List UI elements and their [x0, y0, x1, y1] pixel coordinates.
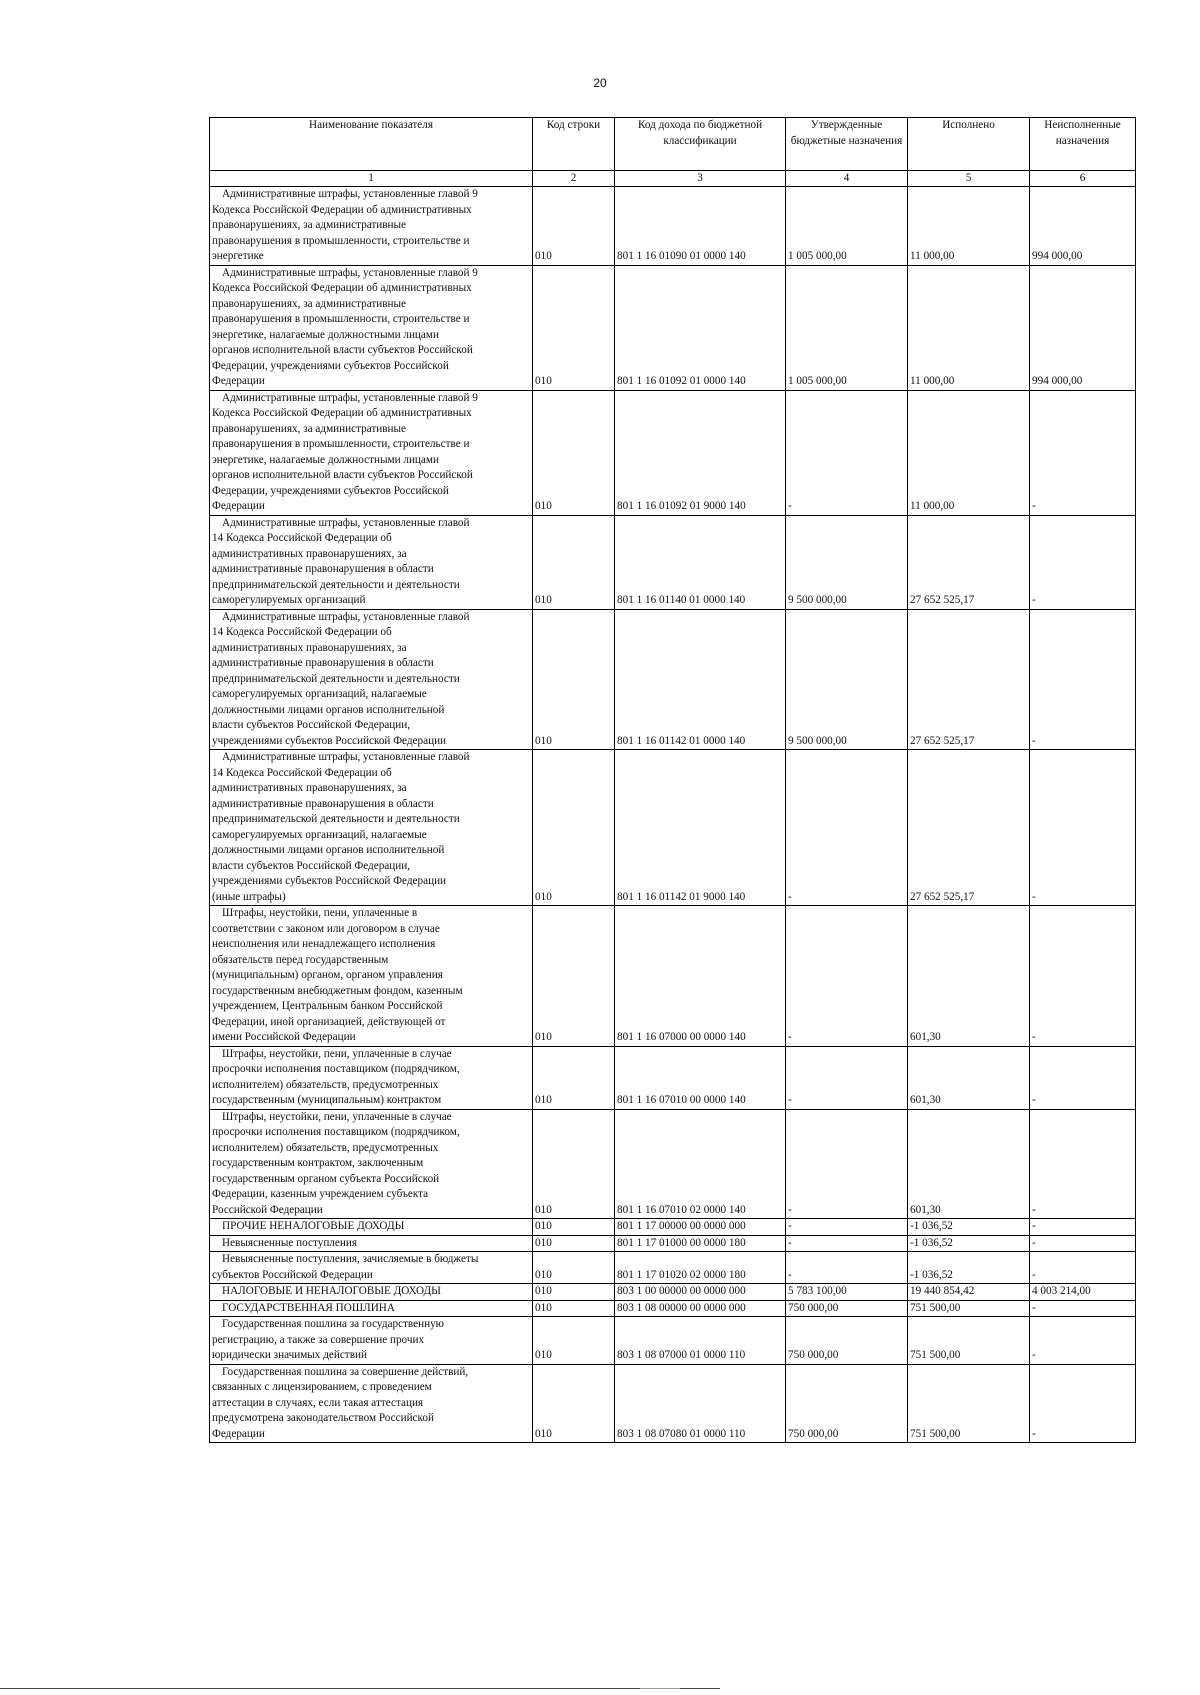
- row-name-cell: Государственная пошлина за совершение действий, связанных с лицензированием, с проведением аттестации в случаях, если такая аттестация предусмотрена законодательством Российской Федерации: [210, 1364, 533, 1443]
- budget-execution-table: [209, 117, 1136, 1443]
- column-number: 4: [786, 171, 908, 187]
- unexecuted-cell: -: [1030, 515, 1136, 609]
- approved-cell: -: [786, 750, 908, 906]
- row-name-cell: Штрафы, неустойки, пени, уплаченные в случае просрочки исполнения поставщиком (подрядчиком, исполнителем) обязательств, предусмотренных государственным контрактом, заключенным государственным органом субъекта Российской Федерации, казенным учреждением субъекта Российской Федерации: [210, 1109, 533, 1219]
- table-row: [210, 1364, 1136, 1443]
- unexecuted-cell: -: [1030, 1364, 1136, 1443]
- table-row: [210, 609, 1136, 750]
- table-body: [210, 187, 1136, 1443]
- executed-cell: 601,30: [908, 906, 1030, 1047]
- unexecuted-cell: 994 000,00: [1030, 187, 1136, 266]
- table-header: [210, 118, 1136, 187]
- column-number: 1: [210, 171, 533, 187]
- table-row: [210, 1300, 1136, 1317]
- table-row: [210, 1046, 1136, 1109]
- approved-cell: -: [786, 390, 908, 515]
- executed-cell: 27 652 525,17: [908, 750, 1030, 906]
- approved-cell: -: [786, 1219, 908, 1236]
- income-code-cell: 801 1 16 07010 00 0000 140: [615, 1046, 786, 1109]
- row-code-cell: 010: [533, 515, 615, 609]
- unexecuted-cell: -: [1030, 1300, 1136, 1317]
- income-code-cell: 803 1 08 07000 01 0000 110: [615, 1317, 786, 1365]
- approved-cell: 1 005 000,00: [786, 265, 908, 390]
- header-name: Наименование показателя: [210, 118, 533, 171]
- executed-cell: 19 440 854,42: [908, 1284, 1030, 1301]
- row-name-cell: Административные штрафы, установленные главой 9 Кодекса Российской Федерации об административных правонарушениях, за административные правонарушения в промышленности, строительстве и энергетике, налагаемые должностными лицами органов исполнительной власти субъектов Российской Федерации, учреждениями субъектов Российской Федерации: [210, 265, 533, 390]
- executed-cell: 751 500,00: [908, 1364, 1030, 1443]
- income-code-cell: 803 1 08 07080 01 0000 110: [615, 1364, 786, 1443]
- column-number: 3: [615, 171, 786, 187]
- unexecuted-cell: -: [1030, 1235, 1136, 1252]
- income-code-cell: 801 1 16 01090 01 0000 140: [615, 187, 786, 266]
- row-name-cell: Государственная пошлина за государственную регистрацию, а также за совершение прочих юридически значимых действий: [210, 1317, 533, 1365]
- executed-cell: 751 500,00: [908, 1317, 1030, 1365]
- column-number: 6: [1030, 171, 1136, 187]
- income-code-cell: 801 1 16 07010 02 0000 140: [615, 1109, 786, 1219]
- table-row: [210, 1284, 1136, 1301]
- approved-cell: -: [786, 1046, 908, 1109]
- executed-cell: -1 036,52: [908, 1219, 1030, 1236]
- row-code-cell: 010: [533, 1284, 615, 1301]
- unexecuted-cell: -: [1030, 1046, 1136, 1109]
- row-code-cell: 010: [533, 187, 615, 266]
- unexecuted-cell: -: [1030, 390, 1136, 515]
- table-row: [210, 1219, 1136, 1236]
- row-code-cell: 010: [533, 1219, 615, 1236]
- table-row: [210, 1109, 1136, 1219]
- executed-cell: 27 652 525,17: [908, 515, 1030, 609]
- row-name-cell: Административные штрафы, установленные главой 9 Кодекса Российской Федерации об административных правонарушениях, за административные правонарушения в промышленности, строительстве и энергетике, налагаемые должностными лицами органов исполнительной власти субъектов Российской Федерации, учреждениями субъектов Российской Федерации: [210, 390, 533, 515]
- header-executed: Исполнено: [908, 118, 1030, 171]
- approved-cell: -: [786, 1235, 908, 1252]
- approved-cell: 9 500 000,00: [786, 609, 908, 750]
- header-row-code: Код строки: [533, 118, 615, 171]
- row-code-cell: 010: [533, 1109, 615, 1219]
- column-number: 2: [533, 171, 615, 187]
- approved-cell: 5 783 100,00: [786, 1284, 908, 1301]
- unexecuted-cell: -: [1030, 1252, 1136, 1284]
- unexecuted-cell: -: [1030, 1317, 1136, 1365]
- income-code-cell: 801 1 16 01142 01 0000 140: [615, 609, 786, 750]
- row-code-cell: 010: [533, 609, 615, 750]
- income-code-cell: 801 1 16 01142 01 9000 140: [615, 750, 786, 906]
- row-code-cell: 010: [533, 1317, 615, 1365]
- row-name-cell: Административные штрафы, установленные главой 14 Кодекса Российской Федерации об административных правонарушениях, за административные правонарушения в области предпринимательской деятельности и деятельности саморегулируемых организаций, налагаемые должностными лицами органов исполнительной власти субъектов Российской Федерации, учреждениями субъектов Российской Федерации: [210, 609, 533, 750]
- income-code-cell: 801 1 16 01092 01 0000 140: [615, 265, 786, 390]
- table-row: [210, 1317, 1136, 1365]
- row-name-cell: Штрафы, неустойки, пени, уплаченные в случае просрочки исполнения поставщиком (подрядчиком, исполнителем) обязательств, предусмотренных государственным (муниципальным) контрактом: [210, 1046, 533, 1109]
- bottom-divider: [0, 1688, 720, 1689]
- row-code-cell: 010: [533, 906, 615, 1047]
- executed-cell: 11 000,00: [908, 390, 1030, 515]
- income-code-cell: 801 1 17 01020 02 0000 180: [615, 1252, 786, 1284]
- row-name-cell: ПРОЧИЕ НЕНАЛОГОВЫЕ ДОХОДЫ: [210, 1219, 533, 1236]
- approved-cell: 750 000,00: [786, 1317, 908, 1365]
- row-name-cell: Административные штрафы, установленные главой 9 Кодекса Российской Федерации об административных правонарушениях, за административные правонарушения в промышленности, строительстве и энергетике: [210, 187, 533, 266]
- income-code-cell: 801 1 16 07000 00 0000 140: [615, 906, 786, 1047]
- row-code-cell: 010: [533, 1046, 615, 1109]
- table-row: [210, 515, 1136, 609]
- executed-cell: 27 652 525,17: [908, 609, 1030, 750]
- header-approved: Утвержденные бюджетные назначения: [786, 118, 908, 171]
- bottom-divider: [640, 1688, 680, 1689]
- approved-cell: -: [786, 1252, 908, 1284]
- approved-cell: 750 000,00: [786, 1300, 908, 1317]
- income-code-cell: 803 1 00 00000 00 0000 000: [615, 1284, 786, 1301]
- table-row: [210, 187, 1136, 266]
- unexecuted-cell: -: [1030, 750, 1136, 906]
- row-name-cell: Административные штрафы, установленные главой 14 Кодекса Российской Федерации об административных правонарушениях, за административные правонарушения в области предпринимательской деятельности и деятельности саморегулируемых организаций: [210, 515, 533, 609]
- unexecuted-cell: 4 003 214,00: [1030, 1284, 1136, 1301]
- row-code-cell: 010: [533, 390, 615, 515]
- executed-cell: 751 500,00: [908, 1300, 1030, 1317]
- row-code-cell: 010: [533, 750, 615, 906]
- executed-cell: 601,30: [908, 1109, 1030, 1219]
- row-name-cell: НАЛОГОВЫЕ И НЕНАЛОГОВЫЕ ДОХОДЫ: [210, 1284, 533, 1301]
- row-name-cell: ГОСУДАРСТВЕННАЯ ПОШЛИНА: [210, 1300, 533, 1317]
- page-number: 20: [593, 76, 607, 90]
- table-row: [210, 390, 1136, 515]
- unexecuted-cell: 994 000,00: [1030, 265, 1136, 390]
- income-code-cell: 801 1 16 01140 01 0000 140: [615, 515, 786, 609]
- row-name-cell: Штрафы, неустойки, пени, уплаченные в соответствии с законом или договором в случае неисполнения или ненадлежащего исполнения обязательств перед государственным (муниципальным) органом, органом управления государственным внебюджетным фондом, казенным учреждением, Центральным банком Российской Федерации, иной организацией, действующей от имени Российской Федерации: [210, 906, 533, 1047]
- unexecuted-cell: -: [1030, 906, 1136, 1047]
- income-code-cell: 801 1 17 00000 00 0000 000: [615, 1219, 786, 1236]
- approved-cell: 1 005 000,00: [786, 187, 908, 266]
- income-code-cell: 801 1 17 01000 00 0000 180: [615, 1235, 786, 1252]
- approved-cell: -: [786, 1109, 908, 1219]
- table-row: [210, 1252, 1136, 1284]
- row-code-cell: 010: [533, 265, 615, 390]
- income-code-cell: 801 1 16 01092 01 9000 140: [615, 390, 786, 515]
- approved-cell: 750 000,00: [786, 1364, 908, 1443]
- row-code-cell: 010: [533, 1364, 615, 1443]
- row-code-cell: 010: [533, 1300, 615, 1317]
- column-number: 5: [908, 171, 1030, 187]
- row-name-cell: Невыясненные поступления, зачисляемые в бюджеты субъектов Российской Федерации: [210, 1252, 533, 1284]
- row-code-cell: 010: [533, 1235, 615, 1252]
- approved-cell: -: [786, 906, 908, 1047]
- executed-cell: 11 000,00: [908, 265, 1030, 390]
- executed-cell: 11 000,00: [908, 187, 1030, 266]
- unexecuted-cell: -: [1030, 609, 1136, 750]
- table-row: [210, 906, 1136, 1047]
- header-income-code: Код дохода по бюджетной классификации: [615, 118, 786, 171]
- table-row: [210, 1235, 1136, 1252]
- table-row: [210, 750, 1136, 906]
- income-code-cell: 803 1 08 00000 00 0000 000: [615, 1300, 786, 1317]
- unexecuted-cell: -: [1030, 1109, 1136, 1219]
- row-name-cell: Административные штрафы, установленные главой 14 Кодекса Российской Федерации об административных правонарушениях, за административные правонарушения в области предпринимательской деятельности и деятельности саморегулируемых организаций, налагаемые должностными лицами органов исполнительной власти субъектов Российской Федерации, учреждениями субъектов Российской Федерации (иные штрафы): [210, 750, 533, 906]
- row-name-cell: Невыясненные поступления: [210, 1235, 533, 1252]
- unexecuted-cell: -: [1030, 1219, 1136, 1236]
- executed-cell: 601,30: [908, 1046, 1030, 1109]
- executed-cell: -1 036,52: [908, 1235, 1030, 1252]
- row-code-cell: 010: [533, 1252, 615, 1284]
- approved-cell: 9 500 000,00: [786, 515, 908, 609]
- header-unexecuted: Неисполненные назначения: [1030, 118, 1136, 171]
- table-row: [210, 265, 1136, 390]
- executed-cell: -1 036,52: [908, 1252, 1030, 1284]
